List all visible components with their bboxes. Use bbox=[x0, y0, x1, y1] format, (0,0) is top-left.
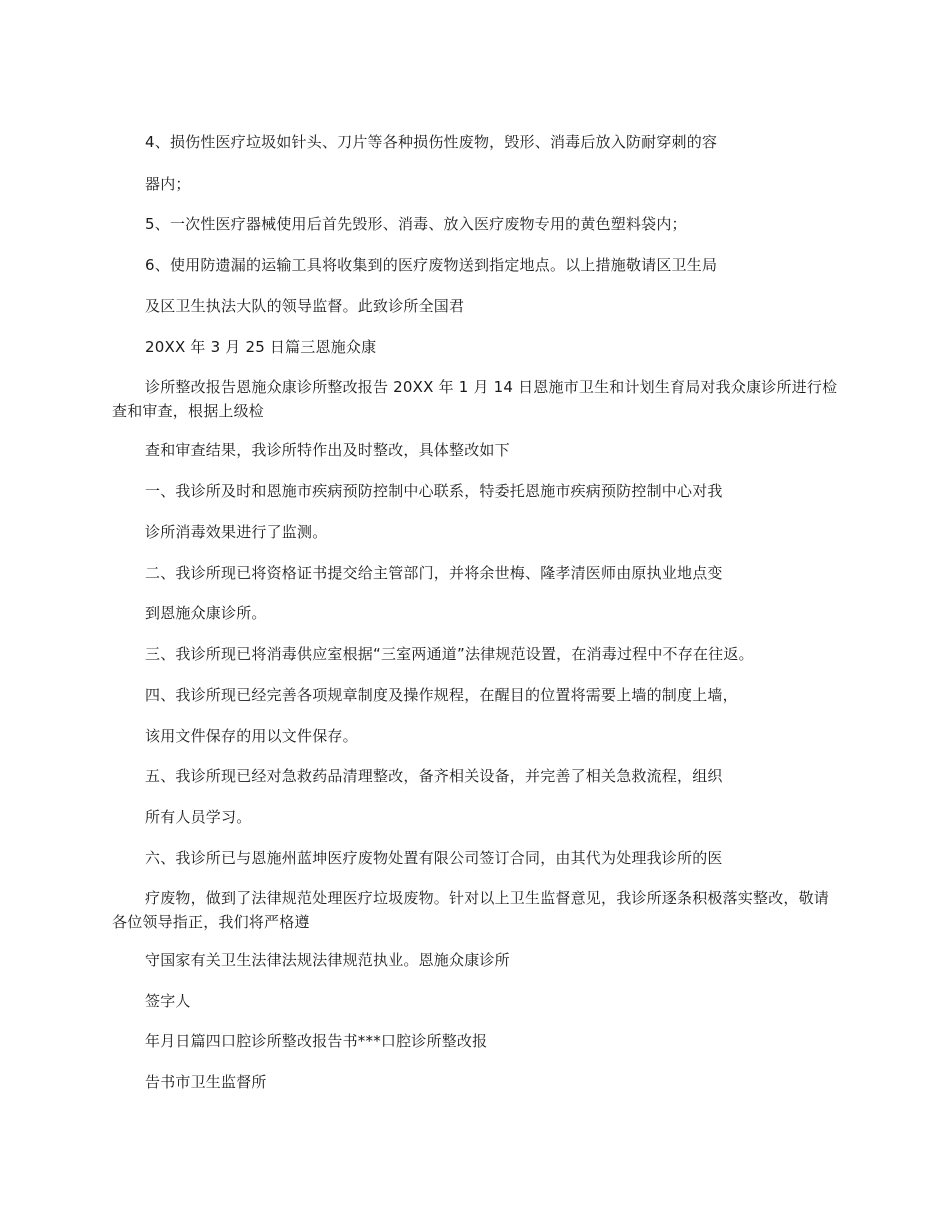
paragraph-report-intro: 诊所整改报告恩施众康诊所整改报告 20XX 年 1 月 14 日恩施市卫生和计划生育局对我众康诊所进行检查和审查，根据上级检 bbox=[112, 378, 838, 420]
item-6-line-2: 疗废物，做到了法律规范处理医疗垃圾废物。针对以上卫生监督意见，我诊所逐条积极落实整改，敬请各位领导指正，我们将严格遵 bbox=[112, 889, 830, 931]
paragraph-section-four: 年月日篇四口腔诊所整改报告书***口腔诊所整改报 bbox=[145, 1032, 488, 1050]
item-1-line-1: 一、我诊所及时和恩施市疾病预防控制中心联系，特委托恩施市疾病预防控制中心对我 bbox=[145, 482, 723, 500]
paragraph-last: 告书市卫生监督所 bbox=[145, 1073, 267, 1091]
item-2-line-2: 到恩施众康诊所。 bbox=[145, 604, 267, 622]
item-3: 三、我诊所现已将消毒供应室根据“三室两通道”法律规范设置，在消毒过程中不存在往返。 bbox=[145, 645, 754, 663]
paragraph-2: 器内； bbox=[145, 175, 191, 193]
item-5-line-1: 五、我诊所现已经对急救药品清理整改，备齐相关设备，并完善了相关急救流程，组织 bbox=[145, 767, 723, 785]
paragraph-4: 6、使用防遗漏的运输工具将收集到的医疗废物送到指定地点。以上措施敬请区卫生局 bbox=[145, 256, 718, 274]
item-5-line-2: 所有人员学习。 bbox=[145, 808, 252, 826]
paragraph-5: 及区卫生执法大队的领导监督。此致诊所全国君 bbox=[145, 297, 465, 315]
item-6-line-1: 六、我诊所已与恩施州蓝坤医疗废物处置有限公司签订合同，由其代为处理我诊所的医 bbox=[145, 849, 723, 867]
signature-label: 签字人 bbox=[145, 992, 191, 1010]
paragraph-closing: 守国家有关卫生法律法规法律规范执业。恩施众康诊所 bbox=[145, 951, 510, 969]
item-2-line-1: 二、我诊所现已将资格证书提交给主管部门，并将余世梅、隆孝清医师由原执业地点变 bbox=[145, 564, 723, 582]
item-4-line-2: 该用文件保存的用以文件保存。 bbox=[145, 727, 358, 745]
date-line: 20XX 年 3 月 25 日篇三恩施众康 bbox=[145, 338, 377, 356]
paragraph-1: 4、损伤性医疗垃圾如针头、刀片等各种损伤性废物，毁形、消毒后放入防耐穿刺的容 bbox=[145, 133, 718, 151]
item-4-line-1: 四、我诊所现已经完善各项规章制度及操作规程，在醒目的位置将需要上墙的制度上墙， bbox=[145, 686, 738, 704]
paragraph-3: 5、一次性医疗器械使用后首先毁形、消毒、放入医疗废物专用的黄色塑料袋内； bbox=[145, 215, 687, 233]
paragraph-7: 查和审查结果，我诊所特作出及时整改，具体整改如下 bbox=[145, 441, 510, 459]
item-1-line-2: 诊所消毒效果进行了监测。 bbox=[145, 523, 328, 541]
